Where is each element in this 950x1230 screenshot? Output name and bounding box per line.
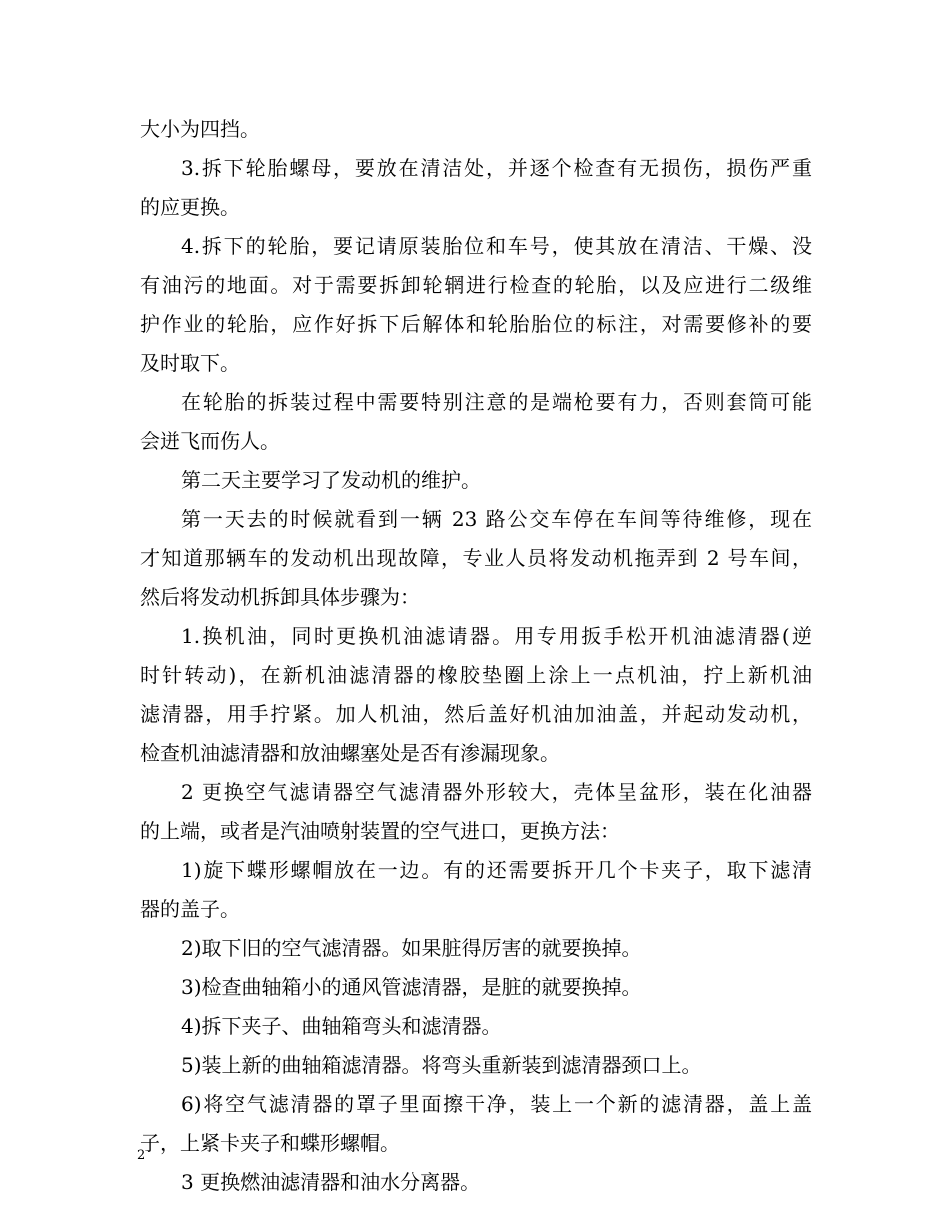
text-line: 6)将空气滤清器的罩子里面擦干净，装上一个新的滤清器，盖上盖 (181, 1092, 812, 1116)
text-line: 时针转动)，在新机油滤清器的橡胶垫圈上涂上一点机油，拧上新机油 (140, 663, 812, 687)
text-line: 的上端，或者是汽油喷射装置的空气进口，更换方法： (140, 819, 620, 843)
text-line: 第二天主要学习了发动机的维护。 (181, 468, 481, 492)
text-line: 的应更换。 (140, 195, 240, 219)
text-line: 3)检查曲轴箱小的通风管滤清器，是脏的就要换掉。 (181, 975, 642, 999)
page-number: 2 (137, 1148, 146, 1163)
text-line: 2 更换空气滤请器空气滤清器外形较大，壳体呈盆形，装在化油器 (181, 780, 812, 804)
text-line: 护作业的轮胎，应作好拆下后解体和轮胎胎位的标注，对需要修补的要 (140, 312, 812, 336)
text-line: 滤清器，用手拧紧。加人机油，然后盖好机油加油盖，并起动发动机， (140, 702, 812, 726)
text-line: 2)取下旧的空气滤清器。如果脏得厉害的就要换掉。 (181, 936, 642, 960)
text-line: 4.拆下的轮胎，要记请原装胎位和车号，使其放在清洁、干燥、没 (181, 234, 812, 258)
text-line: 器的盖子。 (140, 897, 240, 921)
text-line: 第一天去的时候就看到一辆 23 路公交车停在车间等待维修，现在 (181, 507, 812, 531)
text-line: 3.拆下轮胎螺母，要放在清洁处，并逐个检查有无损伤，损伤严重 (181, 156, 812, 180)
text-line: 会迸飞而伤人。 (140, 429, 280, 453)
text-line: 检查机油滤清器和放油螺塞处是否有渗漏现象。 (140, 741, 560, 765)
text-line: 有油污的地面。对于需要拆卸轮辋进行检查的轮胎，以及应进行二级维 (140, 273, 812, 297)
text-line: 才知道那辆车的发动机出现故障，专业人员将发动机拖弄到 2 号车间， (140, 546, 812, 570)
text-line: 1.换机油，同时更换机油滤请器。用专用扳手松开机油滤清器(逆 (181, 624, 812, 648)
text-line: 及时取下。 (140, 351, 240, 375)
text-line: 3 更换燃油滤清器和油水分离器。 (181, 1170, 481, 1194)
text-line: 4)拆下夹子、曲轴箱弯头和滤清器。 (181, 1014, 502, 1038)
text-line: 大小为四挡。 (140, 117, 260, 141)
text-line: 子，上紧卡夹子和蝶形螺帽。 (140, 1131, 400, 1155)
text-line: 1)旋下蝶形螺帽放在一边。有的还需要拆开几个卡夹子，取下滤清 (181, 858, 812, 882)
text-line: 在轮胎的拆装过程中需要特别注意的是端枪要有力，否则套筒可能 (181, 390, 812, 414)
text-line: 5)装上新的曲轴箱滤清器。将弯头重新装到滤清器颈口上。 (181, 1053, 702, 1077)
text-line: 然后将发动机拆卸具体步骤为： (140, 585, 420, 609)
